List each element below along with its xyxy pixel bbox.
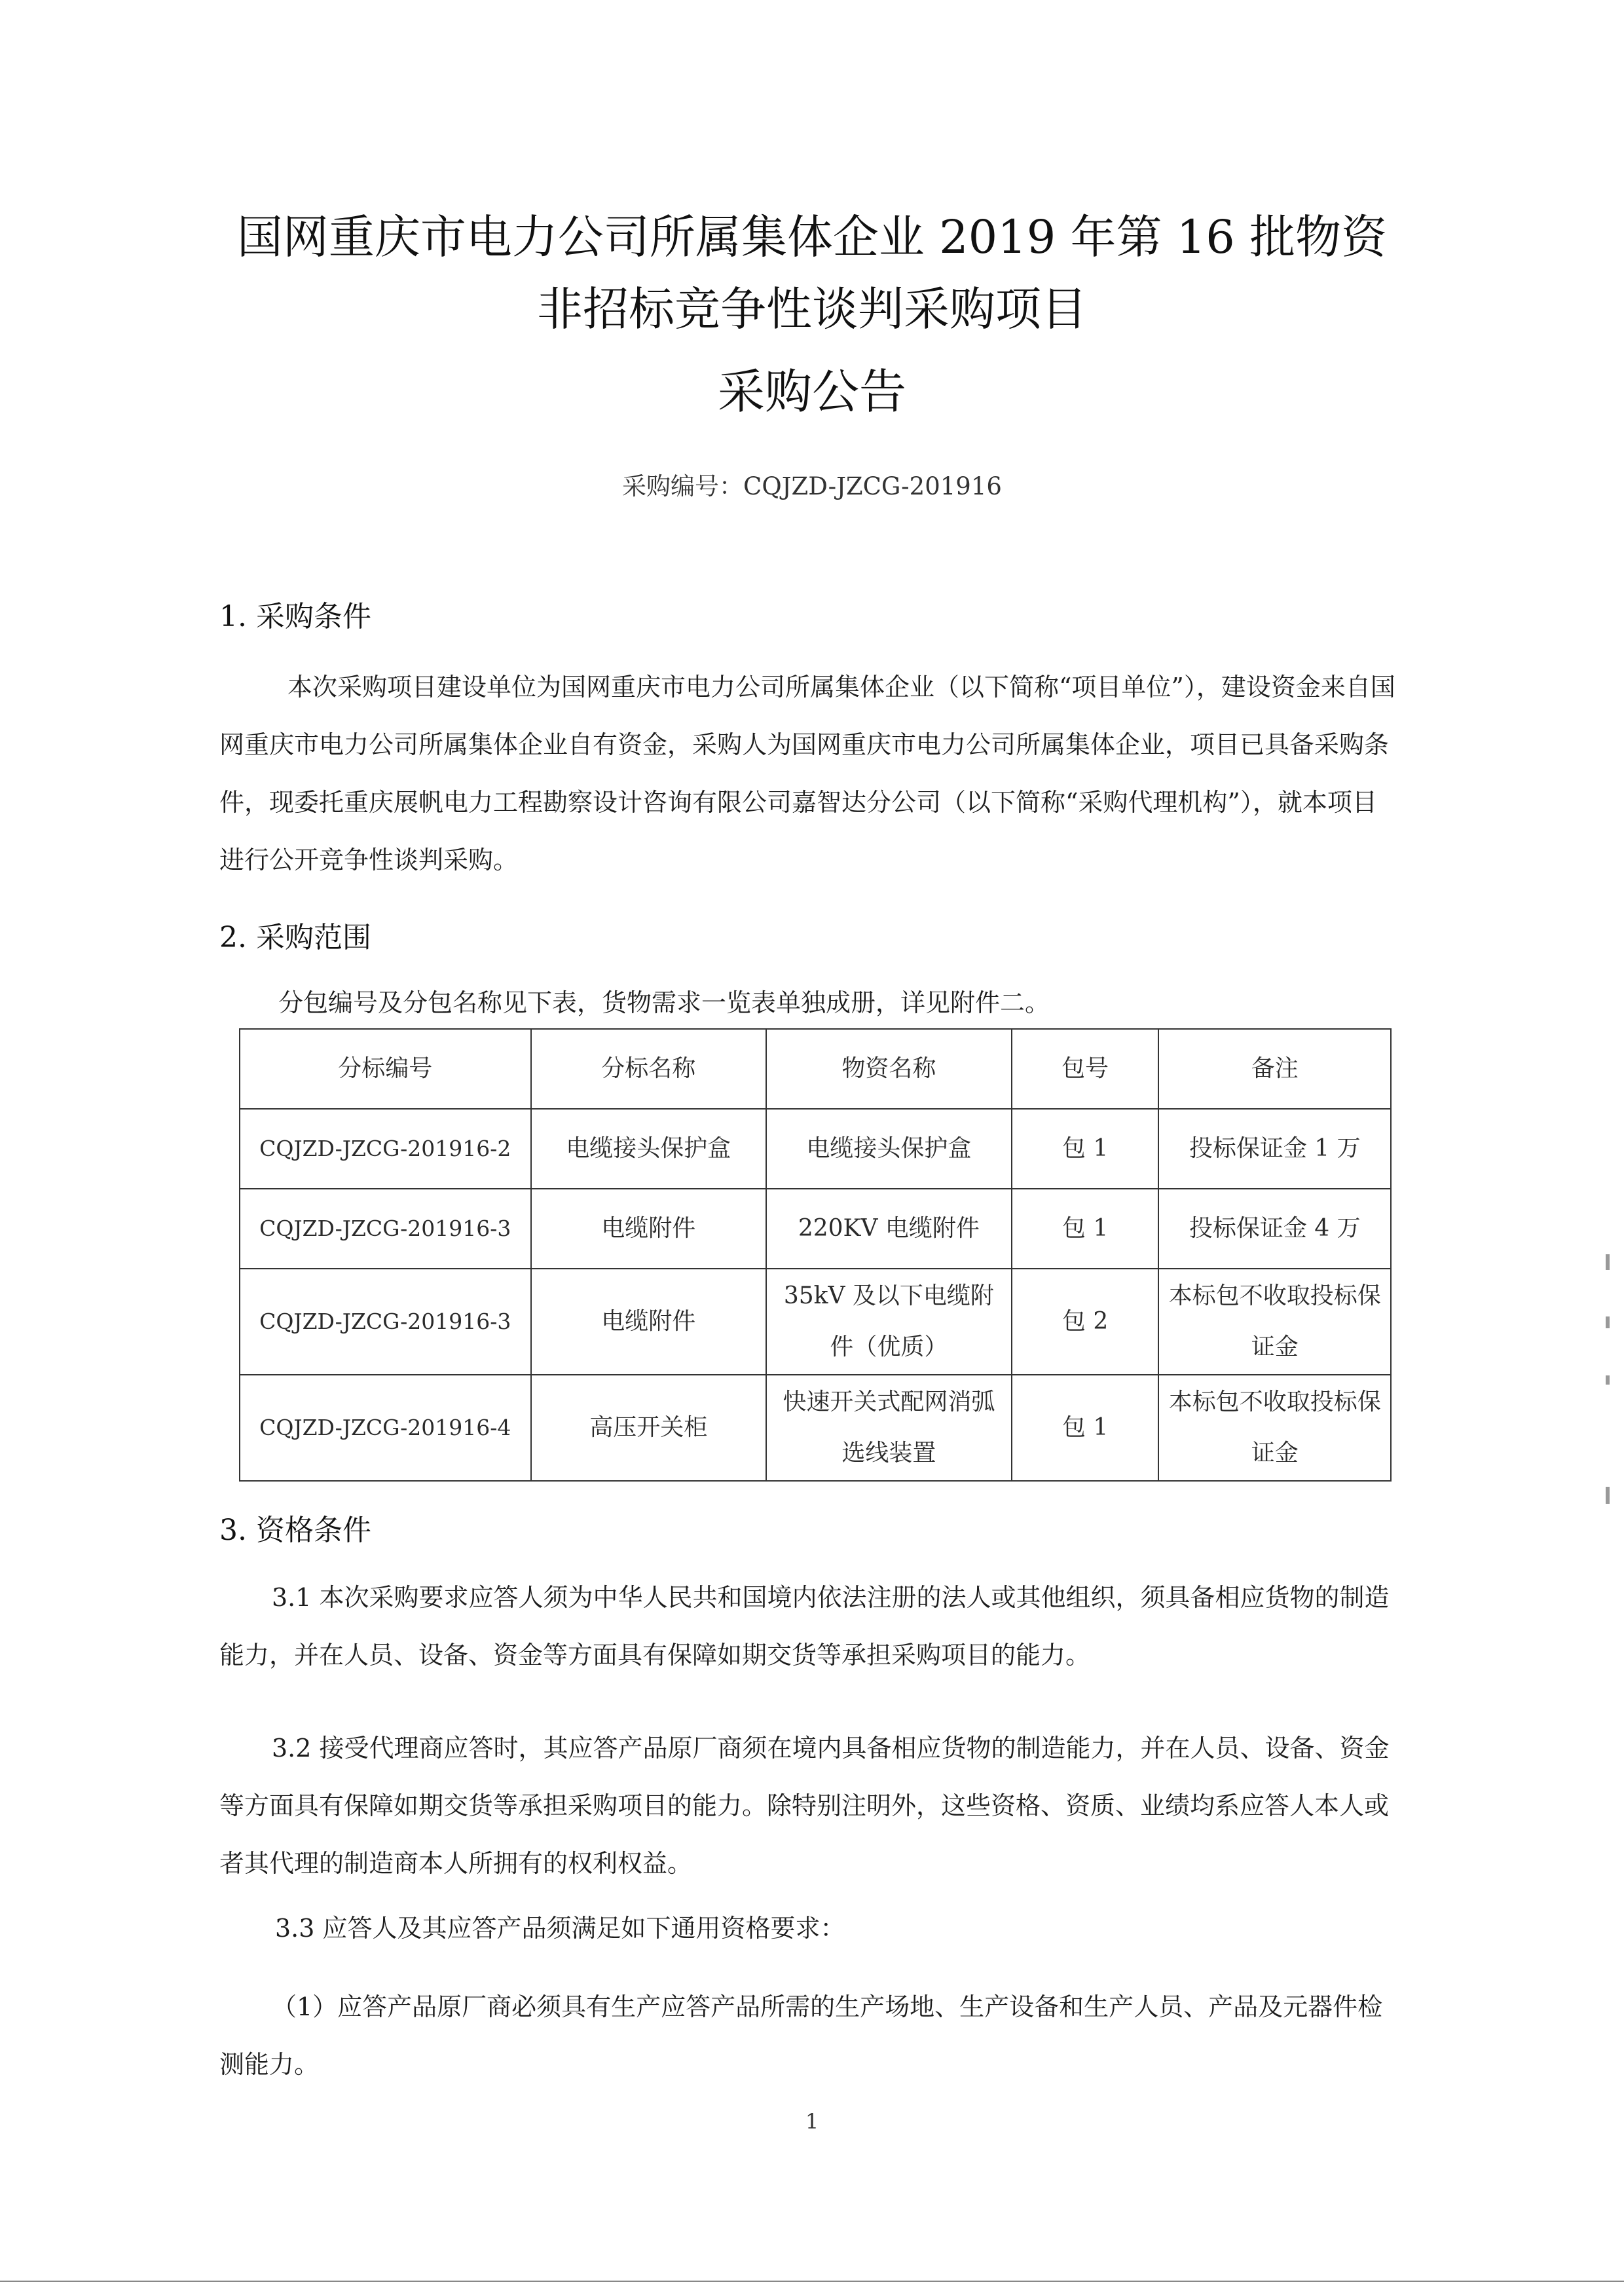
table-cell: 包 1 [1012, 1375, 1159, 1481]
column-header: 备注 [1158, 1029, 1391, 1109]
table-cell: 包 1 [1012, 1189, 1159, 1269]
table-cell: CQJZD-JZCG-201916-4 [240, 1375, 531, 1481]
section-2-intro: 分包编号及分包名称见下表，货物需求一览表单独成册，详见附件二。 [278, 988, 1050, 1017]
table-cell: 高压开关柜 [531, 1375, 767, 1481]
document-title-line-3: 采购公告 [717, 364, 906, 419]
table-cell: 本标包不收取投标保证金 [1158, 1269, 1391, 1375]
scan-margin-mark [1606, 1316, 1610, 1328]
section-1-body-text: 本次采购项目建设单位为国网重庆市电力公司所属集体企业（以下简称“项目单位”），建设资金来自国网重庆市电力公司所属集体企业自有资金，采购人为国网重庆市电力公司所属集体企业，项目已具备采购条件，现委托重庆展帆电力工程勘察设计咨询有限公司嘉智达分公司（以下简称“采购代理机构”），就本项目进行公开竞争性谈判采购。 [219, 673, 1395, 874]
table-cell: CQJZD-JZCG-201916-3 [240, 1189, 531, 1269]
section-3-paragraph-2 [219, 1719, 1405, 1892]
column-header: 物资名称 [766, 1029, 1012, 1109]
scan-edge-line [0, 2281, 1624, 2282]
procurement-code: 采购编号：CQJZD-JZCG-201916 [622, 472, 1002, 500]
table-cell: 220KV 电缆附件 [766, 1189, 1012, 1269]
lot-table [239, 1028, 1392, 1482]
section-3-paragraph-4 [219, 1978, 1405, 2093]
table-row [240, 1375, 1391, 1481]
table-cell: 35kV 及以下电缆附件（优质） [766, 1269, 1012, 1375]
table-cell: CQJZD-JZCG-201916-2 [240, 1109, 531, 1189]
table-cell: 电缆接头保护盒 [531, 1109, 767, 1189]
column-header: 分标编号 [240, 1029, 531, 1109]
section-1-body [219, 658, 1398, 889]
table-row [240, 1189, 1391, 1269]
section-2-heading: 2. 采购范围 [219, 921, 371, 954]
scan-margin-mark [1606, 1487, 1610, 1504]
table-cell: 本标包不收取投标保证金 [1158, 1375, 1391, 1481]
section-3-heading: 3. 资格条件 [219, 1514, 371, 1547]
scan-margin-mark [1606, 1254, 1610, 1270]
section-3-paragraph-3: 3.3 应答人及其应答产品须满足如下通用资格要求： [275, 1914, 845, 1943]
document-title-line-1: 国网重庆市电力公司所属集体企业 2019 年第 16 批物资 [236, 210, 1388, 264]
lot-table-header-row [240, 1029, 1391, 1109]
document-title-line-2: 非招标竞争性谈判采购项目 [537, 282, 1087, 336]
scan-margin-mark [1606, 1375, 1610, 1385]
table-cell: CQJZD-JZCG-201916-3 [240, 1269, 531, 1375]
table-cell: 投标保证金 1 万 [1158, 1109, 1391, 1189]
column-header: 包号 [1012, 1029, 1159, 1109]
table-cell: 包 2 [1012, 1269, 1159, 1375]
column-header: 分标名称 [531, 1029, 767, 1109]
table-row [240, 1109, 1391, 1189]
section-3-paragraph-4-text: （1）应答产品原厂商必须具有生产应答产品所需的生产场地、生产设备和生产人员、产品及元器件检测能力。 [219, 1992, 1383, 2079]
table-cell: 包 1 [1012, 1109, 1159, 1189]
table-cell: 快速开关式配网消弧选线装置 [766, 1375, 1012, 1481]
page-number: 1 [805, 2109, 819, 2134]
section-1-heading: 1. 采购条件 [219, 600, 371, 633]
section-3-paragraph-2-text: 3.2 接受代理商应答时，其应答产品原厂商须在境内具备相应货物的制造能力，并在人员、设备、资金等方面具有保障如期交货等承担采购项目的能力。除特别注明外，这些资格、资质、业绩均系应答人本人或者其代理的制造商本人所拥有的权利权益。 [219, 1734, 1390, 1878]
table-row [240, 1269, 1391, 1375]
table-cell: 电缆附件 [531, 1189, 767, 1269]
table-cell: 投标保证金 4 万 [1158, 1189, 1391, 1269]
table-cell: 电缆接头保护盒 [766, 1109, 1012, 1189]
section-3-paragraph-1 [219, 1569, 1405, 1684]
table-cell: 电缆附件 [531, 1269, 767, 1375]
section-3-paragraph-1-text: 3.1 本次采购要求应答人须为中华人民共和国境内依法注册的法人或其他组织，须具备相应货物的制造能力，并在人员、设备、资金等方面具有保障如期交货等承担采购项目的能力。 [219, 1583, 1390, 1670]
